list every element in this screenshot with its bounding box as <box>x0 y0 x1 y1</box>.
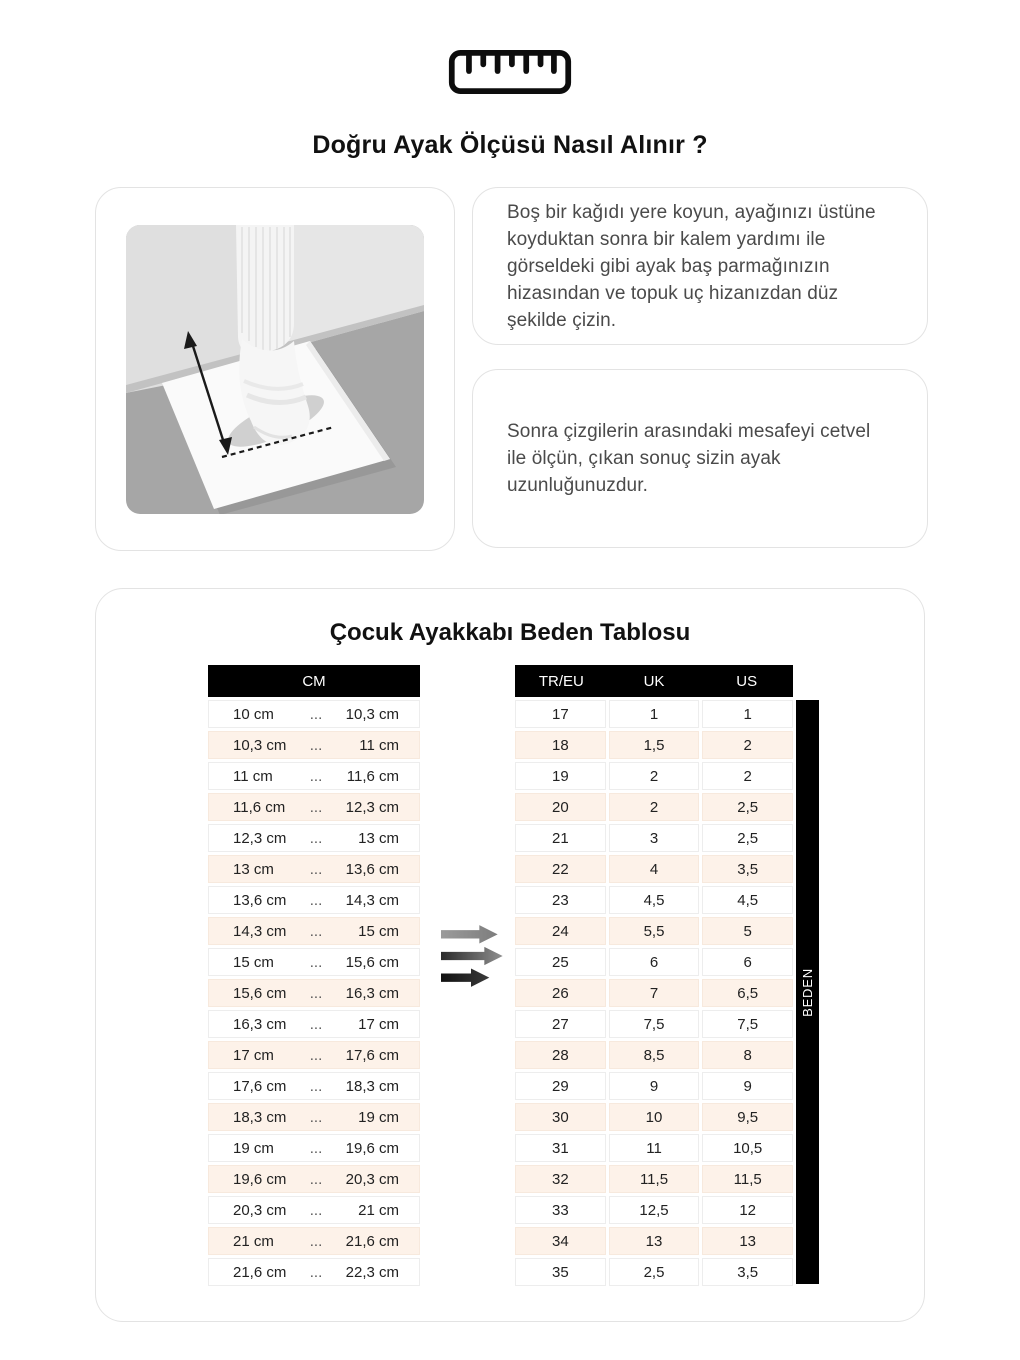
tables-area <box>96 665 924 1305</box>
cm-cell: 17 cm <box>233 1046 274 1064</box>
size-table-row <box>515 886 793 914</box>
hero-section <box>0 0 1020 160</box>
cm-cell: 17 cm <box>358 1015 399 1033</box>
cm-cell: 12,3 cm <box>345 798 399 816</box>
cm-table-row <box>208 1010 420 1038</box>
size-table-header-us: US <box>736 672 758 690</box>
size-cell: 17 <box>515 700 606 728</box>
cm-cell: 22,3 cm <box>345 1263 399 1281</box>
size-cell: 8,5 <box>609 1041 700 1069</box>
instruction-card-1 <box>472 187 928 345</box>
international-size-table <box>515 665 793 1289</box>
cm-cell: 20,3 cm <box>233 1201 287 1219</box>
ruler-icon <box>447 48 573 96</box>
cm-cell: 11 cm <box>359 736 399 754</box>
cm-cell: ... <box>309 1170 323 1188</box>
size-cell: 18 <box>515 731 606 759</box>
size-cell: 5 <box>702 917 793 945</box>
cm-cell: 14,3 cm <box>233 922 287 940</box>
cm-cell: ... <box>309 767 323 785</box>
cm-cell: 16,3 cm <box>233 1015 287 1033</box>
cm-table-row <box>208 824 420 852</box>
size-table-row <box>515 1010 793 1038</box>
cm-cell: 21,6 cm <box>345 1232 399 1250</box>
size-cell: 6 <box>702 948 793 976</box>
cm-table-row <box>208 1196 420 1224</box>
cm-table-row <box>208 917 420 945</box>
size-cell: 20 <box>515 793 606 821</box>
size-cell: 7 <box>609 979 700 1007</box>
size-cell: 11 <box>609 1134 700 1162</box>
photo-card <box>95 187 455 551</box>
cm-cell: 18,3 cm <box>233 1108 287 1126</box>
cm-table-row <box>208 1041 420 1069</box>
cm-cell: 19,6 cm <box>345 1139 399 1157</box>
cm-cell: ... <box>309 736 323 754</box>
cm-cell: 19 cm <box>358 1108 399 1126</box>
size-cell: 11,5 <box>609 1165 700 1193</box>
cm-cell: ... <box>309 1201 323 1219</box>
instruction-card-2 <box>472 369 928 548</box>
instruction-text-2: Sonra çizgilerin arasındaki mesafeyi cetvel ile ölçün, çıkan sonuç sizin ayak uzunluğunuzdur. <box>507 421 871 496</box>
size-cell: 1 <box>609 700 700 728</box>
cm-cell: 18,3 cm <box>345 1077 399 1095</box>
cm-cell: ... <box>309 829 323 847</box>
page-title: Doğru Ayak Ölçüsü Nasıl Alınır ? <box>312 131 708 159</box>
cm-cell: ... <box>309 1263 323 1281</box>
cm-table-body <box>208 700 420 1286</box>
size-cell: 30 <box>515 1103 606 1131</box>
size-cell: 11,5 <box>702 1165 793 1193</box>
cm-table-row <box>208 1258 420 1286</box>
size-cell: 1 <box>702 700 793 728</box>
size-cell: 13 <box>609 1227 700 1255</box>
size-cell: 32 <box>515 1165 606 1193</box>
size-cell: 2,5 <box>609 1258 700 1286</box>
size-cell: 9,5 <box>702 1103 793 1131</box>
size-cell: 24 <box>515 917 606 945</box>
size-cell: 28 <box>515 1041 606 1069</box>
cm-cell: 14,3 cm <box>345 891 399 909</box>
cm-table-row <box>208 731 420 759</box>
cm-table-header: CM <box>208 665 420 697</box>
size-table-row <box>515 793 793 821</box>
size-cell: 1,5 <box>609 731 700 759</box>
instruction-cards <box>472 187 928 551</box>
size-cell: 10 <box>609 1103 700 1131</box>
cm-cell: 19,6 cm <box>233 1170 287 1188</box>
size-table-card <box>95 588 925 1322</box>
cm-table-row <box>208 1072 420 1100</box>
size-cell: 8 <box>702 1041 793 1069</box>
size-cell: 2 <box>702 731 793 759</box>
size-cell: 31 <box>515 1134 606 1162</box>
cm-cell: ... <box>309 798 323 816</box>
size-table-body <box>515 700 793 1286</box>
size-table-row <box>515 1103 793 1131</box>
size-table-row <box>515 824 793 852</box>
size-cell: 2 <box>609 762 700 790</box>
cm-cell: 15,6 cm <box>345 953 399 971</box>
cm-cell: ... <box>309 984 323 1002</box>
beden-vertical-bar <box>796 700 819 1284</box>
size-cell: 23 <box>515 886 606 914</box>
size-table-row <box>515 1041 793 1069</box>
foot-measurement-photo <box>126 225 424 514</box>
cm-cell: 13,6 cm <box>233 891 287 909</box>
cm-cell: 17,6 cm <box>233 1077 287 1095</box>
cm-cell: ... <box>309 1046 323 1064</box>
cm-cell: ... <box>309 922 323 940</box>
size-table-row <box>515 1196 793 1224</box>
size-table-header-uk: UK <box>643 672 665 690</box>
size-cell: 3,5 <box>702 1258 793 1286</box>
cm-cell: 13,6 cm <box>345 860 399 878</box>
cm-cell: 15,6 cm <box>233 984 287 1002</box>
cm-cell: 10,3 cm <box>345 705 399 723</box>
cm-cell: 11,6 cm <box>346 767 399 785</box>
cm-cell: 13 cm <box>358 829 399 847</box>
size-cell: 25 <box>515 948 606 976</box>
size-cell: 2 <box>702 762 793 790</box>
cm-cell: 19 cm <box>233 1139 274 1157</box>
size-cell: 35 <box>515 1258 606 1286</box>
size-cell: 2 <box>609 793 700 821</box>
cm-table-row <box>208 1103 420 1131</box>
cm-cell: ... <box>309 1077 323 1095</box>
cm-cell: 15 cm <box>233 953 274 971</box>
size-cell: 19 <box>515 762 606 790</box>
size-cell: 9 <box>609 1072 700 1100</box>
cm-table-row <box>208 793 420 821</box>
cm-cell: 15 cm <box>358 922 399 940</box>
size-cell: 33 <box>515 1196 606 1224</box>
size-table-header-treu: TR/EU <box>538 672 584 690</box>
size-cell: 9 <box>702 1072 793 1100</box>
cm-cell: 16,3 cm <box>345 984 399 1002</box>
size-cell: 10,5 <box>702 1134 793 1162</box>
size-table-header <box>515 665 793 697</box>
size-cell: 6,5 <box>702 979 793 1007</box>
cm-table-row <box>208 886 420 914</box>
size-table-row <box>515 1072 793 1100</box>
cm-cell: ... <box>309 1139 323 1157</box>
cm-cell: 17,6 cm <box>345 1046 399 1064</box>
cm-table-row <box>208 1134 420 1162</box>
cm-cell: 10 cm <box>233 705 274 723</box>
cm-cell: 20,3 cm <box>345 1170 399 1188</box>
cm-cell: 13 cm <box>233 860 274 878</box>
cm-cell: 11 cm <box>233 767 273 785</box>
size-table-title: Çocuk Ayakkabı Beden Tablosu <box>329 619 691 646</box>
size-table-row <box>515 1258 793 1286</box>
instruction-text-1: Boş bir kağıdı yere koyun, ayağınızı üstüne koyduktan sonra bir kalem yardımı ile görseldeki gibi ayak baş parmağınızın hizasından ve topuk uç hizanızdan düz şekilde çizin. <box>507 201 876 331</box>
triple-right-arrows-icon <box>436 917 506 995</box>
size-cell: 29 <box>515 1072 606 1100</box>
size-table-row <box>515 855 793 883</box>
size-cell: 13 <box>702 1227 793 1255</box>
size-table-row <box>515 979 793 1007</box>
size-cell: 12,5 <box>609 1196 700 1224</box>
cm-cell: 12,3 cm <box>233 829 287 847</box>
size-cell: 27 <box>515 1010 606 1038</box>
size-table-row <box>515 1134 793 1162</box>
size-cell: 5,5 <box>609 917 700 945</box>
size-table-row <box>515 700 793 728</box>
howto-section <box>95 187 928 551</box>
cm-cell: ... <box>309 860 323 878</box>
size-table-row <box>515 762 793 790</box>
size-cell: 34 <box>515 1227 606 1255</box>
size-table-row <box>515 917 793 945</box>
cm-table-row <box>208 855 420 883</box>
size-cell: 4 <box>609 855 700 883</box>
cm-table-row <box>208 979 420 1007</box>
size-cell: 7,5 <box>609 1010 700 1038</box>
cm-cell: 11,6 cm <box>233 798 286 816</box>
cm-table-row <box>208 948 420 976</box>
cm-cell: 21 cm <box>233 1232 274 1250</box>
size-cell: 21 <box>515 824 606 852</box>
cm-cell: ... <box>309 891 323 909</box>
size-table-row <box>515 1227 793 1255</box>
cm-cell: 10,3 cm <box>233 736 287 754</box>
cm-cell: ... <box>309 705 323 723</box>
cm-table-row <box>208 1165 420 1193</box>
cm-cell: 21,6 cm <box>233 1263 287 1281</box>
size-cell: 3 <box>609 824 700 852</box>
size-cell: 2,5 <box>702 824 793 852</box>
size-table-row <box>515 731 793 759</box>
size-cell: 22 <box>515 855 606 883</box>
cm-cell: ... <box>309 1108 323 1126</box>
size-cell: 3,5 <box>702 855 793 883</box>
size-table-row <box>515 1165 793 1193</box>
cm-table-row <box>208 700 420 728</box>
size-cell: 4,5 <box>609 886 700 914</box>
size-cell: 6 <box>609 948 700 976</box>
cm-cell: ... <box>309 1015 323 1033</box>
cm-cell: ... <box>309 953 323 971</box>
cm-table-row <box>208 762 420 790</box>
cm-table <box>208 665 420 1289</box>
size-cell: 4,5 <box>702 886 793 914</box>
cm-cell: 21 cm <box>358 1201 399 1219</box>
size-cell: 12 <box>702 1196 793 1224</box>
size-cell: 26 <box>515 979 606 1007</box>
size-cell: 7,5 <box>702 1010 793 1038</box>
cm-table-row <box>208 1227 420 1255</box>
beden-label: BEDEN <box>800 967 816 1017</box>
size-table-row <box>515 948 793 976</box>
size-cell: 2,5 <box>702 793 793 821</box>
cm-cell: ... <box>309 1232 323 1250</box>
